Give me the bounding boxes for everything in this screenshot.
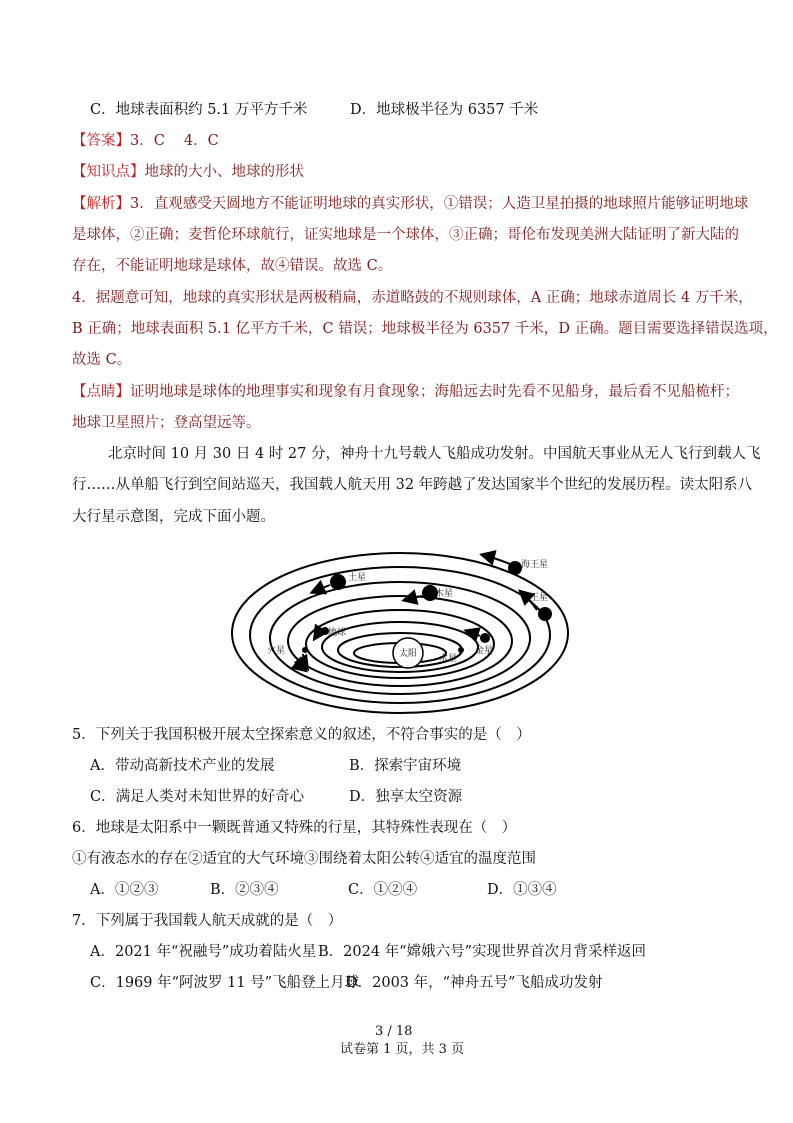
analysis-line-4: 4．据题意可知，地球的真实形状是两极稍扁，赤道略鼓的不规则球体，A 正确；地球赤道周长 4 万千米，	[72, 290, 753, 306]
planet-mars	[302, 647, 308, 653]
q6-option-a: A．①②③	[90, 882, 159, 898]
tip-line-2: 地球卫星照片；登高望远等。	[72, 415, 261, 431]
tip-label: 【点睛】	[72, 384, 130, 400]
label-uranus: 天王星	[521, 593, 549, 603]
planet-saturn	[330, 574, 346, 590]
answer-label: 【答案】	[72, 133, 130, 149]
q6-option-c: C．①②④	[348, 882, 418, 898]
tip-line-1: 【点睛】证明地球是球体的地理事实和现象有月食现象；海船远去时先看不见船身，最后看不见船桅杆；	[72, 384, 739, 400]
q7-option-a: A．2021 年“祝融号”成功着陆火星	[90, 944, 317, 960]
analysis-label: 【解析】	[72, 196, 130, 212]
q6-list: ①有液态水的存在②适宜的大气环境③围绕着太阳公转④适宜的温度范围	[72, 851, 536, 867]
q7-option-b: B．2024 年“嫦娥六号”实现世界首次月背采样返回	[318, 944, 646, 960]
q4-option-d: D．地球极半径为 6357 千米	[350, 102, 539, 118]
solar-system-diagram	[225, 540, 580, 715]
q5-stem: 5．下列关于我国积极开展太空探索意义的叙述，不符合事实的是（ ）	[72, 727, 531, 743]
label-saturn: 土星	[348, 573, 367, 583]
q5-option-a: A．带动高新技术产业的发展	[90, 758, 275, 774]
label-mercury: 水星	[439, 654, 458, 664]
label-earth: 地球	[328, 628, 347, 638]
q6-stem: 6．地球是太阳系中一颗既普通又特殊的行星，其特殊性表现在（ ）	[72, 820, 517, 836]
exam-page-info: 试卷第 1 页，共 3 页	[340, 1042, 465, 1057]
passage-line-1: 北京时间 10 月 30 日 4 时 27 分，神舟十九号载人飞船成功发射。中国航天事业从无人飞行到载人飞	[108, 446, 761, 462]
label-venus: 金星	[475, 646, 494, 656]
answer-text: 3．C 4．C	[130, 133, 219, 149]
analysis-line-2: 是球体，②正确；麦哲伦环球航行，证实地球是一个球体，③正确；哥伦布发现美洲大陆证明了新大陆的	[72, 227, 739, 243]
arrow-neptune	[483, 555, 510, 564]
q7-option-d: D．2003 年，“神舟五号”飞船成功发射	[346, 975, 603, 991]
planet-venus	[480, 633, 490, 643]
sun-label: 太阳	[398, 649, 418, 659]
planet-mercury	[458, 647, 464, 653]
analysis-line-3: 存在，不能证明地球是球体，故④错误。故选 C。	[72, 258, 393, 274]
passage-line-3: 大行星示意图，完成下面小题。	[72, 509, 275, 525]
knowledge-line	[72, 162, 304, 182]
analysis-line-1: 【解析】3．直观感受天圆地方不能证明地球的真实形状，①错误；人造卫星拍摄的地球照片能够证明地球	[72, 196, 749, 212]
q6-option-d: D．①③④	[487, 882, 557, 898]
q7-stem: 7．下列属于我国载人航天成就的是（ ）	[72, 913, 343, 929]
q5-option-d: D．独享太空资源	[349, 789, 463, 805]
orbit-uranus	[250, 567, 550, 703]
q4-option-c: C．地球表面积约 5.1 万平方千米	[90, 102, 308, 118]
passage-line-2: 行……从单船飞行到空间站巡天，我国载人航天用 32 年跨越了发达国家半个世纪的发展历程。读太阳系八	[72, 477, 753, 493]
analysis-line-6: 故选 C。	[72, 352, 132, 368]
q6-option-b: B．②③④	[210, 882, 279, 898]
q5-option-b: B．探索宇宙环境	[349, 758, 462, 774]
knowledge-label: 【知识点】	[72, 164, 145, 180]
label-neptune: 海王星	[521, 560, 549, 570]
label-jupiter: 木星	[435, 589, 454, 599]
q5-option-c: C．满足人类对未知世界的好奇心	[90, 789, 305, 805]
arrow-mars	[303, 654, 307, 668]
knowledge-text: 地球的大小、地球的形状	[144, 164, 304, 180]
answer-line	[72, 131, 219, 151]
label-mars: 火星	[267, 646, 286, 656]
arrow-earth	[315, 632, 321, 638]
page-counter: 3 / 18	[375, 1024, 413, 1039]
q7-option-c: C．1969 年“阿波罗 11 号”飞船登上月球	[90, 975, 360, 991]
planet-uranus	[538, 607, 552, 621]
analysis-line-5: B 正确；地球表面积 5.1 亿平方千米，C 错误；地球极半径为 6357 千米，D 正确。题目需要选择错误选项，	[72, 321, 778, 337]
